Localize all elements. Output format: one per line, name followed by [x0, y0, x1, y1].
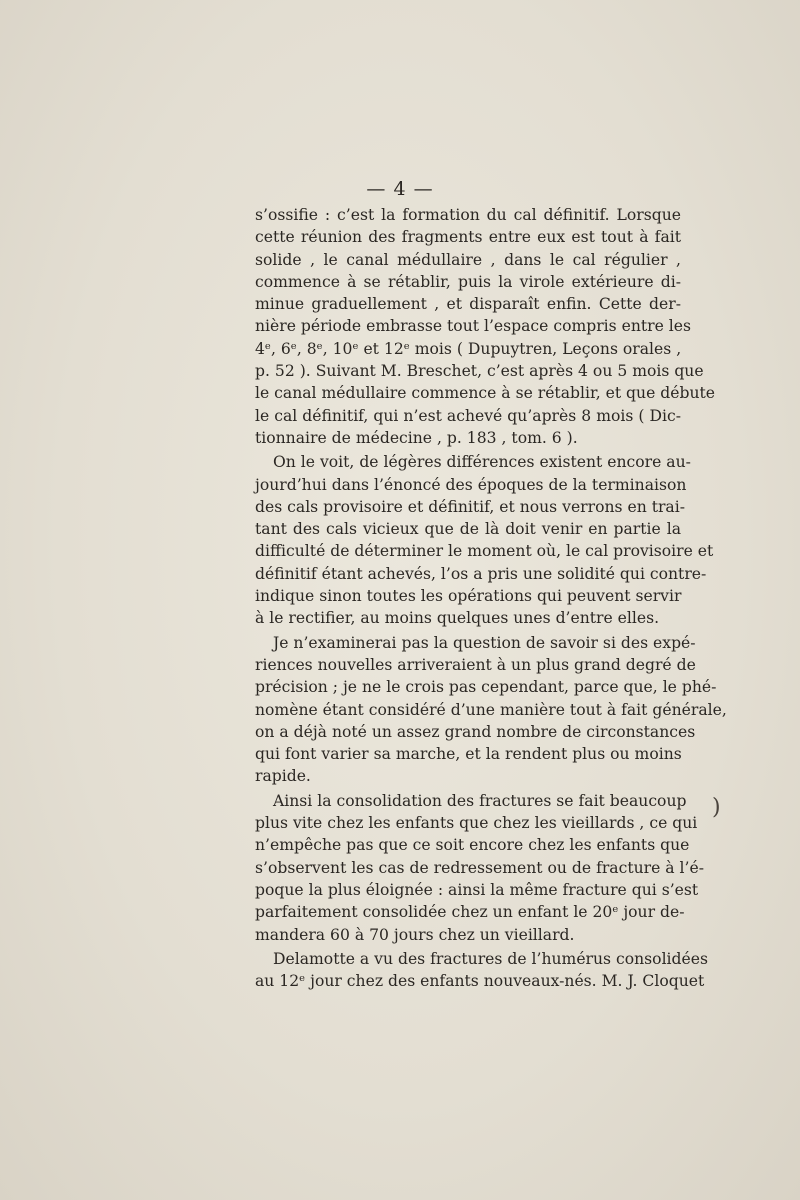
text-line: définitif étant achevés, l’os a pris une solidité qui contre- — [255, 564, 707, 583]
paragraph — [255, 451, 714, 629]
text-line: nière période embrasse tout l’espace compris entre les — [255, 317, 692, 336]
paragraph — [255, 790, 704, 946]
text-line: tant des cals vicieux que de là doit venir en partie la — [255, 520, 681, 539]
text-line: parfaitement consolidée chez un enfant le 20ᵉ jour de- — [255, 903, 685, 922]
text-line: au 12ᵉ jour chez des enfants nouveaux-nés. M. J. Cloquet — [255, 972, 705, 991]
text-line: s’ossifie : c’est la formation du cal définitif. Lorsque — [255, 206, 681, 224]
text-line: solide , le canal médullaire , dans le cal régulier , — [255, 250, 681, 269]
text-line: qui font varier sa marche, et la rendent plus ou moins — [255, 745, 682, 764]
text-line: 4ᵉ, 6ᵉ, 8ᵉ, 10ᵉ et 12ᵉ mois ( Dupuytren, Leçons orales , — [255, 339, 682, 358]
text-line: nomène étant considéré d’une manière tout à fait générale, — [255, 700, 727, 719]
text-line: Delamotte a vu des fractures de l’humérus consolidées — [273, 949, 708, 968]
text-line: plus vite chez les enfants que chez les vieillards , ce qui — [255, 814, 698, 833]
text-line: n’empêche pas que ce soit encore chez les enfants que — [255, 836, 690, 855]
text-line: rapide. — [255, 767, 311, 786]
text-line: tionnaire de médecine , p. 183 , tom. 6 ). — [255, 428, 578, 447]
text-line: jourd’hui dans l’énoncé des époques de la terminaison — [255, 475, 687, 494]
text-line: Ainsi la consolidation des fractures se fait beaucoup — [273, 791, 687, 810]
paragraph — [255, 204, 715, 449]
paragraph — [255, 632, 727, 788]
text-line: à le rectifier, au moins quelques unes d’entre elles. — [255, 609, 660, 628]
page-number: — 4 — — [366, 178, 434, 200]
text-line: mandera 60 à 70 jours chez un vieillard. — [255, 925, 575, 944]
text-line: précision ; je ne le crois pas cependant, parce que, le phé- — [255, 678, 717, 697]
paragraph — [255, 948, 708, 993]
text-line: Je n’examinerai pas la question de savoir si des expé- — [273, 633, 696, 652]
body-text — [255, 204, 727, 992]
text-line: s’observent les cas de redressement ou de fracture à l’é- — [255, 858, 704, 877]
text-line: riences nouvelles arriveraient à un plus grand degré de — [255, 655, 696, 674]
text-line: indique sinon toutes les opérations qui peuvent servir — [255, 587, 682, 606]
text-line: commence à se rétablir, puis la virole extérieure di- — [255, 272, 681, 291]
text-line: cette réunion des fragments entre eux est tout à fait — [255, 228, 681, 247]
text-line: On le voit, de légères différences existent encore au- — [273, 453, 691, 472]
text-line: des cals provisoire et définitif, et nous verrons en trai- — [255, 497, 685, 516]
text-line: le canal médullaire commence à se rétablir, et que débute — [255, 384, 715, 403]
text-line: minue graduellement , et disparaît enfin. Cette der- — [255, 295, 681, 314]
text-line: difficulté de déterminer le moment où, le cal provisoire et — [255, 542, 714, 561]
text-line: on a déjà noté un assez grand nombre de circonstances — [255, 722, 696, 741]
text-line: poque la plus éloignée : ainsi la même fracture qui s’est — [255, 880, 699, 899]
margin-bracket-mark: ) — [712, 795, 721, 820]
text-line: p. 52 ). Suivant M. Breschet, c’est après 4 ou 5 mois que — [255, 362, 704, 381]
text-line: le cal définitif, qui n’est achevé qu’après 8 mois ( Dic- — [255, 406, 681, 425]
